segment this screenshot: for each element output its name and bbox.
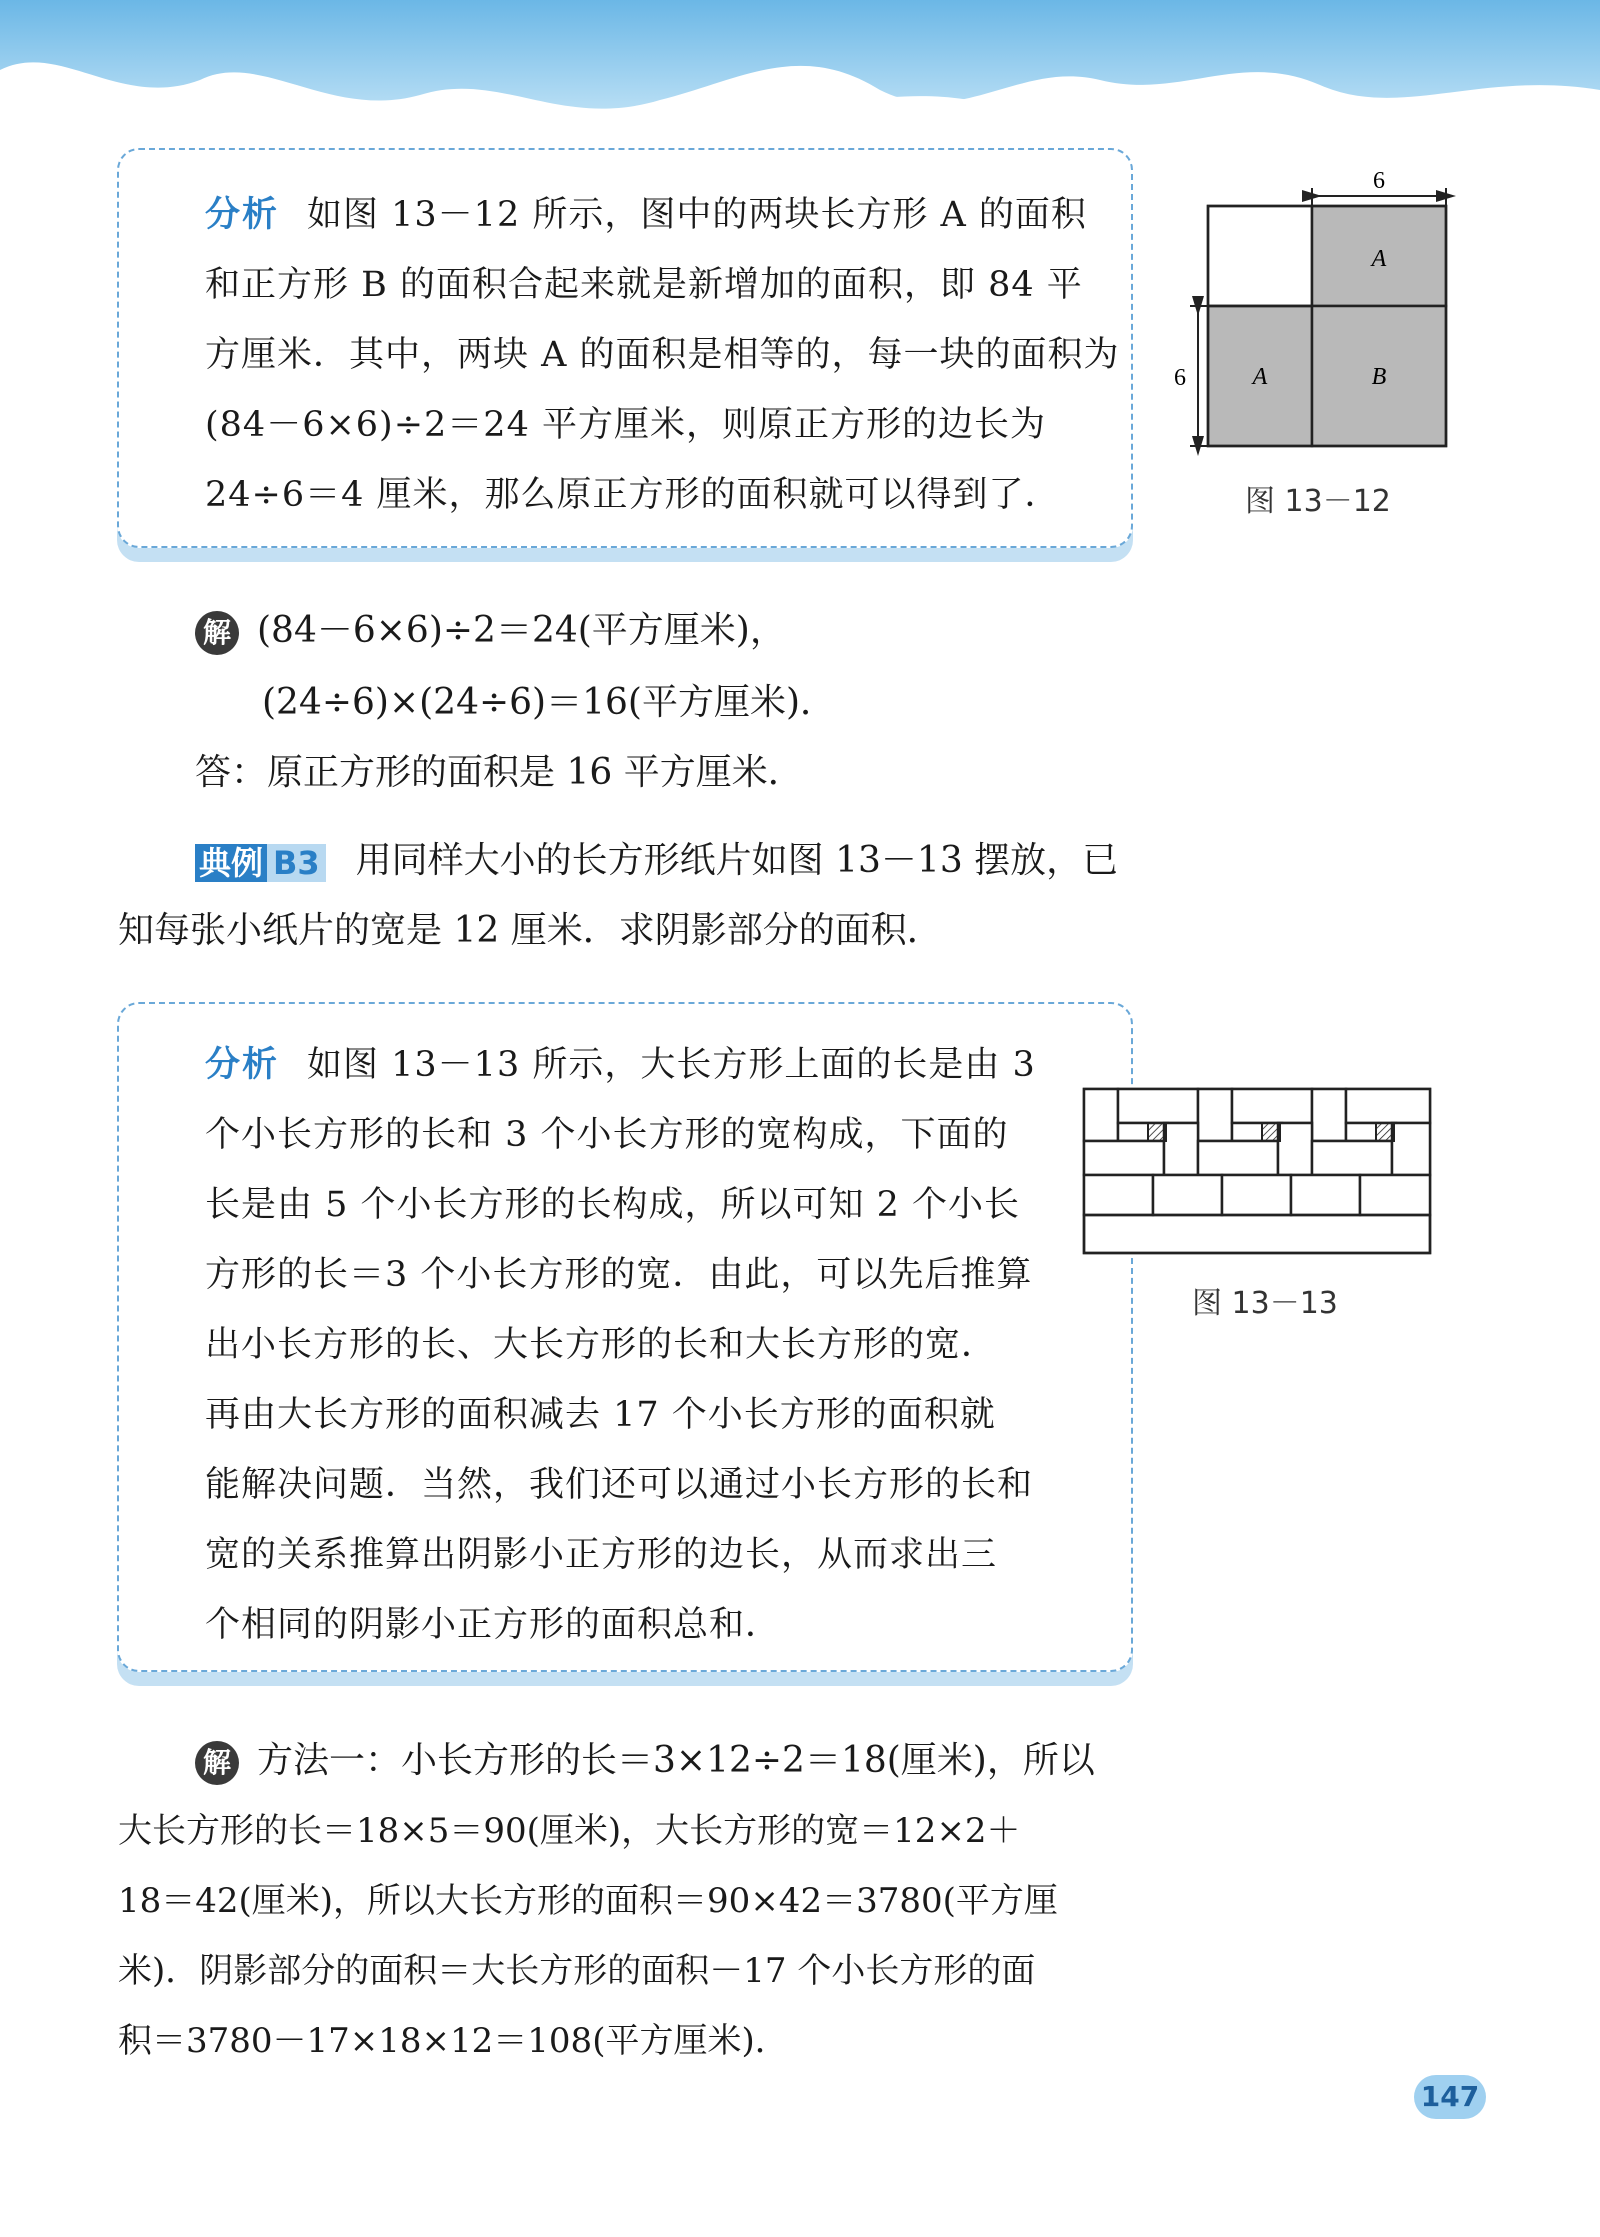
analysis-line: 个小长方形的长和 3 个小长方形的宽构成，下面的 — [205, 1115, 1009, 1155]
analysis-text-2 — [205, 1030, 1065, 1660]
example-tag — [195, 841, 326, 885]
solution-1-line-2: (24÷6)×(24÷6)＝16(平方厘米)． — [262, 682, 836, 723]
example-tag-label: 典例 — [195, 844, 267, 882]
shaded-square — [1148, 1123, 1166, 1141]
example-b3-line-2: 知每张小纸片的宽是 12 厘米．求阴影部分的面积． — [118, 910, 943, 951]
example-b3-line-1 — [195, 826, 1118, 896]
solution-icon: 解 — [195, 611, 239, 655]
solution-2-line-4: 米)．阴影部分的面积＝大长方形的面积－17 个小长方形的面 — [118, 1951, 1036, 1991]
dimension-left-label: 6 — [1174, 365, 1186, 391]
solution-2-line-3: 18＝42(厘米)，所以大长方形的面积＝90×42＝3780(平方厘 — [118, 1881, 1058, 1921]
analysis-line: 方厘米．其中，两块 A 的面积是相等的，每一块的面积为 — [205, 335, 1120, 375]
analysis-line — [205, 180, 1087, 250]
label-b: B — [1371, 364, 1387, 390]
example-text: 用同样大小的长方形纸片如图 13－13 摆放，已 — [355, 840, 1119, 881]
analysis-line: 长是由 5 个小长方形的长构成，所以可知 2 个小长 — [205, 1185, 1021, 1225]
figure-13-13 — [1080, 1085, 1436, 1255]
analysis-label: 分析 — [205, 1045, 280, 1085]
analysis-line-text: 如图 13－13 所示，大长方形上面的长是由 3 — [307, 1045, 1036, 1085]
original-square — [1208, 206, 1312, 306]
figure-caption-2: 图 13－13 — [1192, 1286, 1338, 1321]
analysis-line — [205, 1030, 1065, 1100]
solution-1-line-1 — [195, 596, 786, 666]
solution-2-line-2: 大长方形的长＝18×5＝90(厘米)，大长方形的宽＝12×2＋ — [118, 1811, 1021, 1851]
dimension-top-label: 6 — [1373, 168, 1385, 194]
analysis-text-1 — [205, 180, 1120, 530]
analysis-label: 分析 — [205, 195, 280, 235]
analysis-line: 24÷6＝4 厘米，那么原正方形的面积就可以得到了． — [205, 475, 1061, 515]
answer-1: 答：原正方形的面积是 16 平方厘米． — [195, 752, 804, 793]
analysis-line: 方形的长＝3 个小长方形的宽．由此，可以先后推算 — [205, 1255, 1033, 1295]
page-number: 147 — [1414, 2075, 1486, 2119]
analysis-line: 宽的关系推算出阴影小正方形的边长，从而求出三 — [205, 1535, 998, 1575]
analysis-line: 个相同的阴影小正方形的面积总和． — [205, 1605, 782, 1645]
example-tag-number: B3 — [267, 844, 326, 882]
solution-text: (84－6×6)÷2＝24(平方厘米)， — [257, 610, 786, 651]
solution-2-line-5: 积＝3780－17×18×12＝108(平方厘米)． — [118, 2021, 789, 2061]
analysis-line: 再由大长方形的面积减去 17 个小长方形的面积就 — [205, 1395, 996, 1435]
figure-13-12 — [1160, 160, 1460, 460]
analysis-line: 出小长方形的长、大长方形的长和大长方形的宽． — [205, 1325, 998, 1365]
shaded-square — [1376, 1123, 1394, 1141]
solution-text: 方法一：小长方形的长＝3×12÷2＝18(厘米)，所以 — [257, 1740, 1095, 1781]
header-sky-decoration — [0, 0, 1600, 150]
shaded-square — [1262, 1123, 1280, 1141]
analysis-line: 和正方形 B 的面积合起来就是新增加的面积，即 84 平 — [205, 265, 1083, 305]
label-a-left: A — [1252, 364, 1268, 390]
label-a-top: A — [1371, 246, 1387, 272]
figure-caption-1: 图 13－12 — [1245, 484, 1391, 519]
analysis-line: (84－6×6)÷2＝24 平方厘米，则原正方形的边长为 — [205, 405, 1046, 445]
analysis-line-text: 如图 13－12 所示，图中的两块长方形 A 的面积 — [307, 195, 1087, 235]
solution-2-line-1 — [195, 1726, 1095, 1796]
analysis-line: 能解决问题．当然，我们还可以通过小长方形的长和 — [205, 1465, 1034, 1505]
solution-icon: 解 — [195, 1741, 239, 1785]
